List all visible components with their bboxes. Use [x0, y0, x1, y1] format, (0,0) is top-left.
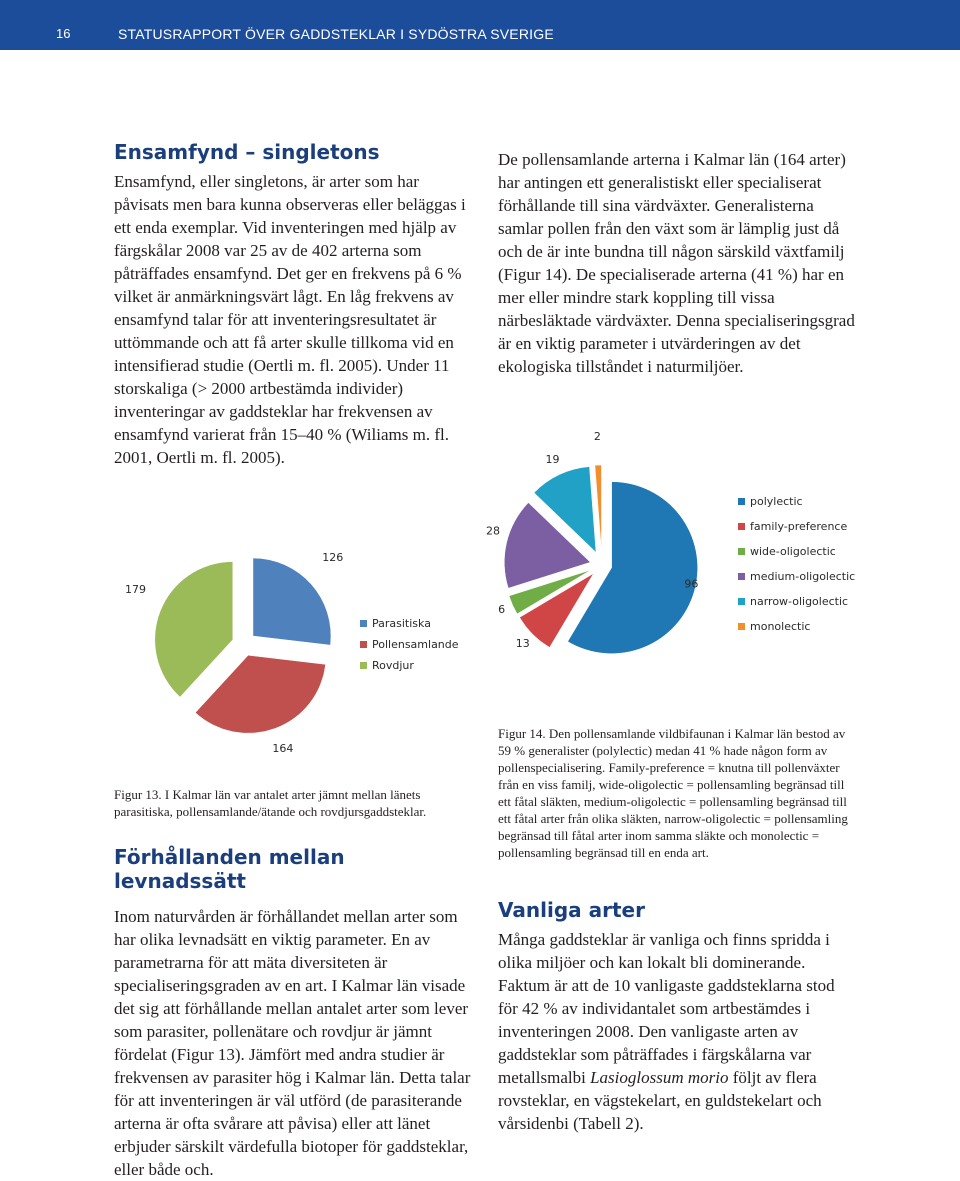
pie-value-label: 2 [593, 430, 601, 444]
pie-value-label: 179 [125, 583, 147, 597]
section-heading: Ensamfynd – singletons [114, 140, 380, 164]
pie-slice-parasitiska [253, 558, 331, 645]
pie-value-label: 28 [485, 524, 500, 538]
page-number: 16 [56, 26, 71, 41]
legend-label: monolectic [750, 620, 811, 633]
section-lifestyles [114, 845, 476, 1181]
legend-label: Pollensamlande [372, 638, 459, 651]
species-name: Lasioglossum morio [590, 1068, 729, 1087]
pie-value-label: 13 [515, 637, 530, 651]
figure-caption: Figur 14. Den pollensamlande vildbifaunan i Kalmar län bestod av 59 % generalister (polylectic) medan 41 % hade någon form av pollenspecialisering. Family-preference = knutna till pollenväxter från en viss familj, wide-oligolectic = pollensamling begränsad till ett fåtal släkten, medium-oligolectic = pollensamling begränsad till ett fåtal arter från olika släkten, narrow-oligolectic = pollensamling begränsad till fåtal arter inom samma släkte och monolectic = pollensamling begränsad till en enda art. [498, 726, 848, 860]
pie-value-label: 126 [322, 551, 344, 565]
figure-14-pie-chart [485, 425, 860, 675]
page-header [0, 0, 960, 50]
legend-swatch [738, 498, 745, 505]
section-heading: Förhållanden mellan levnadssätt [114, 845, 345, 893]
body-paragraph [498, 928, 854, 1135]
running-title: STATUSRAPPORT ÖVER GADDSTEKLAR I SYDÖSTRA SVERIGE [118, 26, 554, 42]
body-paragraph: Inom naturvården är förhållandet mellan arter som har olika levnadsätt en viktig parameter. En av parametrarna för att mäta diversiteten är specialiseringsgraden av en art. I Kalmar län visade det sig att förhållande mellan antalet arter som lever som parasiter, pollenätare och rovdjur är jämnt fördelat (Figur 13). Jämfört med andra studier är frekvensen av parasiter hög i Kalmar län. Detta talar för att inventeringen är väl utförd (de parasiterande arterna är ofta svårare att påvisa) eller att länet erbjuder särskilt värdefulla biotoper för gaddsteklar, eller både och. [114, 907, 471, 1179]
legend-label: Parasitiska [372, 617, 431, 630]
body-paragraph: De pollensamlande arterna i Kalmar län (164 arter) har antingen ett generalistiskt eller specialiserat förhållande till sina värdväxter. Generalisterna samlar pollen från den växt som är lämplig just då och de är inte bundna till någon särskild växtfamilj (Figur 14). De specialiserade arterna (41 %) har en mer eller mindre stark koppling till vissa närbesläktade värdväxter. Denna specialiseringsgrad är en viktig parameter i utvärderingen av det ekologiska tillståndet i naturmiljöer. [498, 150, 855, 376]
body-text-part: följt av flera rovsteklar, en vägstekelart, en guldstekelart och vårsidenbi (Tabell 2). [498, 1068, 822, 1133]
section-heading: Vanliga arter [498, 898, 645, 922]
legend-swatch [360, 641, 367, 648]
figure-13-caption-block [114, 786, 476, 820]
legend-label: Rovdjur [372, 659, 414, 672]
legend-label: wide-oligolectic [750, 545, 836, 558]
figure-caption: Figur 13. I Kalmar län var antalet arter jämnt mellan länets parasitiska, pollensamlande/ätande och rovdjursgaddsteklar. [114, 787, 427, 819]
pie-slice-monolectic [595, 465, 602, 551]
pie-slice-pollensamlande [195, 655, 325, 733]
section-common-species [498, 898, 854, 1135]
section-singletons [114, 140, 476, 469]
legend-swatch [738, 598, 745, 605]
figure-13-pie-chart [114, 540, 476, 770]
legend-label: medium-oligolectic [750, 570, 856, 583]
figure-14-caption-block [498, 725, 850, 861]
legend-swatch [738, 573, 745, 580]
legend-label: polylectic [750, 495, 803, 508]
pie-value-label: 96 [684, 577, 699, 591]
pie-value-label: 19 [545, 453, 560, 467]
legend-swatch [360, 662, 367, 669]
legend-swatch [738, 548, 745, 555]
section-pollen-specialisation [498, 148, 858, 378]
legend-swatch [738, 523, 745, 530]
pie-value-label: 164 [272, 742, 294, 756]
body-paragraph: Ensamfynd, eller singletons, är arter som har påvisats men bara kunna observeras eller beläggas i ett enda exemplar. Vid inventeringen med hjälp av färgskålar 2008 var 25 av de 402 arterna som påträffades ensamfynd. Det ger en frekvens på 6 % vilket är anmärkningsvärt lågt. En låg frekvens av ensamfynd talar för att inventeringsresultatet är uttömmande och att få arter skulle tillkoma vid en intensifierad studie (Oertli m. fl. 2005). Under 11 storskaliga (> 2000 artbestämda individer) inventeringar av gaddsteklar har frekvensen av ensamfynd varierat från 15–40 % (Wiliams m. fl. 2001, Oertli m. fl. 2005). [114, 172, 466, 467]
legend-swatch [738, 623, 745, 630]
pie-value-label: 6 [498, 603, 506, 616]
body-text-part: Många gaddsteklar är vanliga och finns spridda i olika miljöer och kan lokalt bli dominerande. Faktum är att de 10 vanligaste gaddsteklarna stod för 42 % av individantalet som artbestämdes i inventeringen 2008. Den vanligaste arten av gaddsteklar som påträffades i färgskålarna var metallsmalbi [498, 930, 835, 1087]
legend-label: narrow-oligolectic [750, 595, 849, 608]
pie-slice-rovdjur [155, 562, 233, 697]
legend-label: family-preference [750, 520, 848, 533]
legend-swatch [360, 620, 367, 627]
